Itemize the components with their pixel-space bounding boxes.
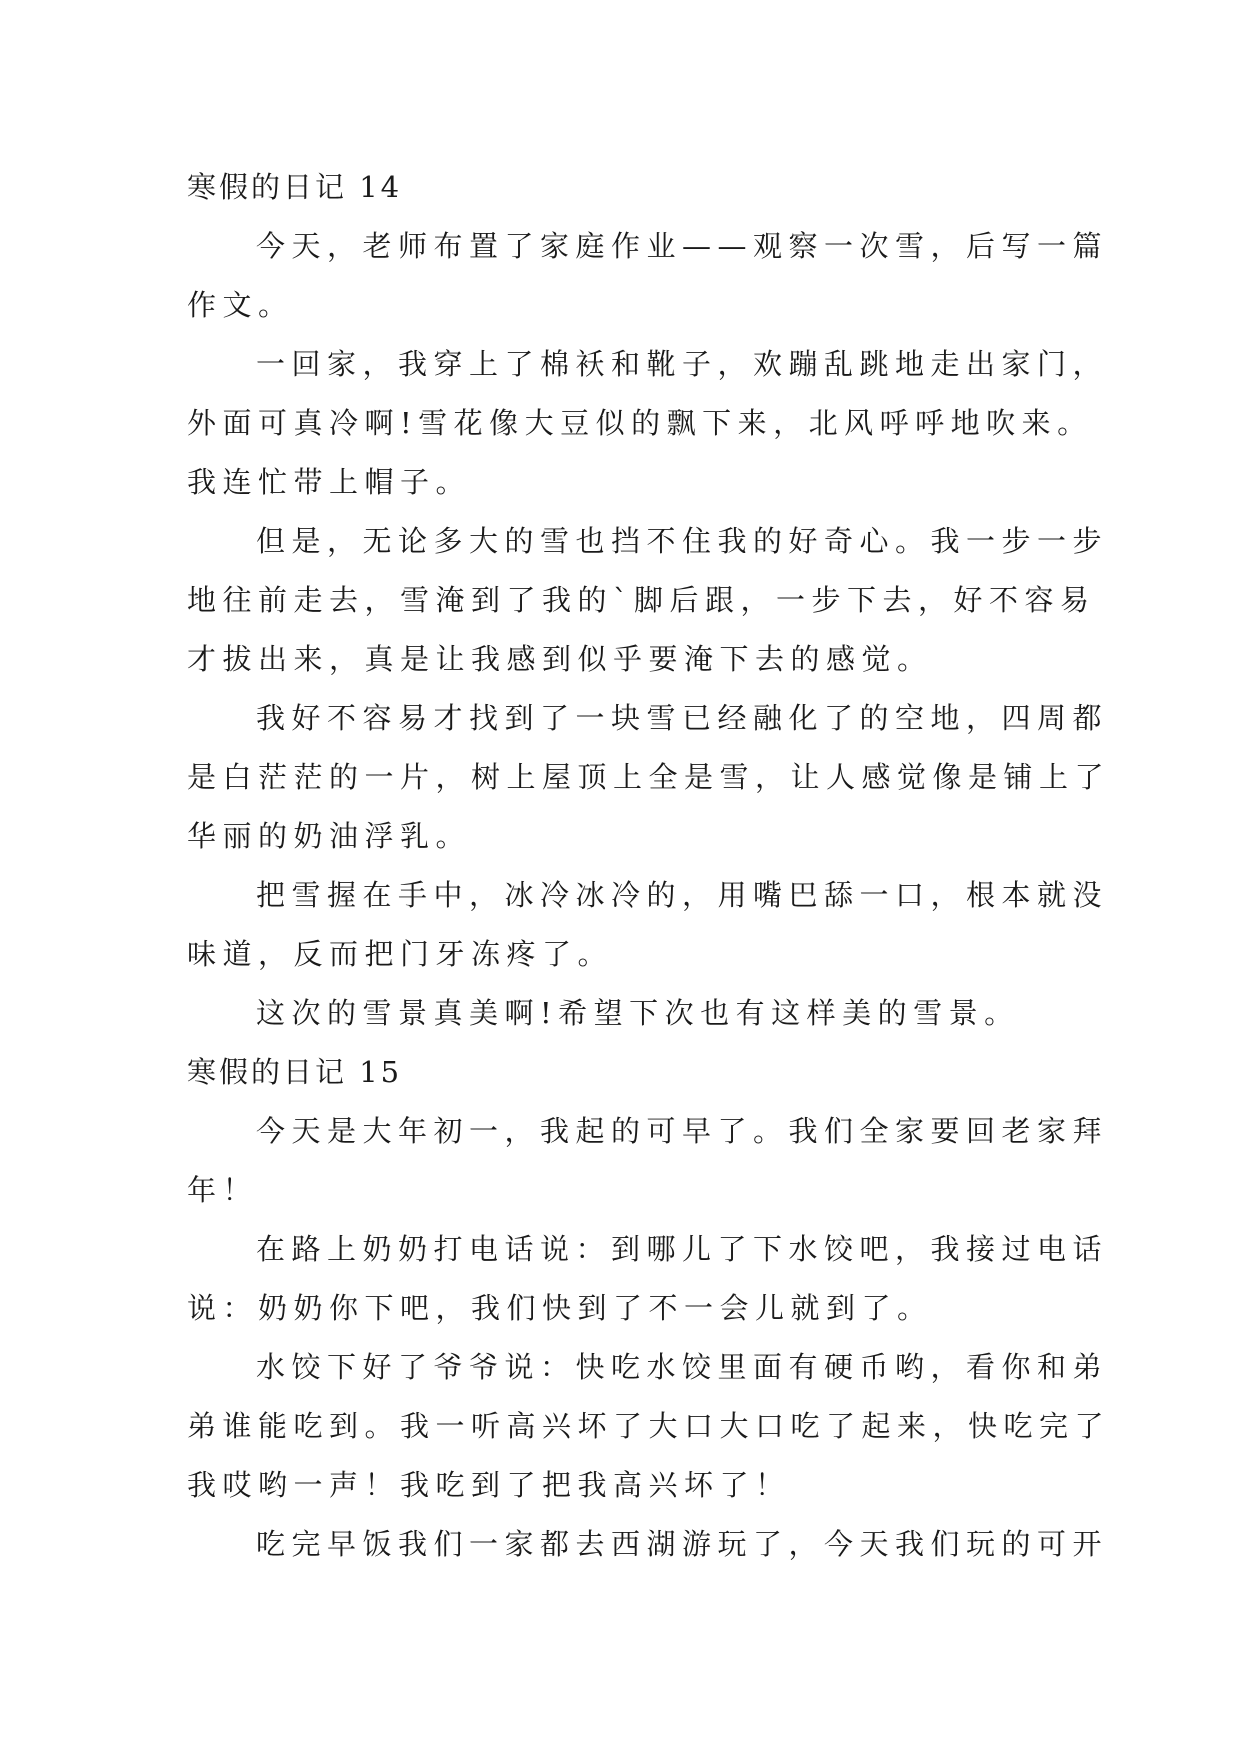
diary-title: 寒假的日记 14 — [187, 170, 403, 204]
paragraph-line: 年！ — [187, 1173, 259, 1207]
diary-title: 寒假的日记 15 — [187, 1055, 403, 1089]
document-body — [187, 158, 1111, 1574]
paragraph-line: 我好不容易才找到了一块雪已经融化了的空地，四周都 — [256, 701, 1109, 735]
paragraph-line: 弟谁能吃到。我一听高兴坏了大口大口吃了起来，快吃完了 — [187, 1409, 1111, 1443]
paragraph-line: 味道，反而把门牙冻疼了。 — [187, 937, 614, 971]
paragraph-line: 把雪握在手中，冰冷冰冷的，用嘴巴舔一口，根本就没 — [256, 878, 1109, 912]
paragraph-line: 作文。 — [187, 288, 294, 322]
paragraph-line: 一回家，我穿上了棉袄和靴子，欢蹦乱跳地走出家门， — [256, 347, 1109, 381]
paragraph-line: 在路上奶奶打电话说：到哪儿了下水饺吧，我接过电话 — [256, 1232, 1109, 1266]
paragraph-line: 但是，无论多大的雪也挡不住我的好奇心。我一步一步 — [256, 524, 1109, 558]
paragraph-line: 才拔出来，真是让我感到似乎要淹下去的感觉。 — [187, 642, 933, 676]
paragraph-line: 今天是大年初一，我起的可早了。我们全家要回老家拜 — [256, 1114, 1109, 1148]
paragraph-line: 今天，老师布置了家庭作业——观察一次雪，后写一篇 — [256, 229, 1109, 263]
paragraph-line: 地往前走去，雪淹到了我的`脚后跟，一步下去，好不容易 — [187, 583, 1096, 617]
paragraph-line: 吃完早饭我们一家都去西湖游玩了，今天我们玩的可开 — [256, 1527, 1109, 1561]
paragraph-line: 是白茫茫的一片，树上屋顶上全是雪，让人感觉像是铺上了 — [187, 760, 1111, 794]
paragraph-line: 说：奶奶你下吧，我们快到了不一会儿就到了。 — [187, 1291, 933, 1325]
paragraph-line: 我连忙带上帽子。 — [187, 465, 472, 499]
paragraph-line: 华丽的奶油浮乳。 — [187, 819, 472, 853]
paragraph-line: 这次的雪景真美啊!希望下次也有这样美的雪景。 — [256, 996, 1020, 1030]
paragraph-line: 我哎哟一声！我吃到了把我高兴坏了！ — [187, 1468, 791, 1502]
paragraph-line: 外面可真冷啊!雪花像大豆似的飘下来，北风呼呼地吹来。 — [187, 406, 1093, 440]
paragraph-line: 水饺下好了爷爷说：快吃水饺里面有硬币哟，看你和弟 — [256, 1350, 1109, 1384]
